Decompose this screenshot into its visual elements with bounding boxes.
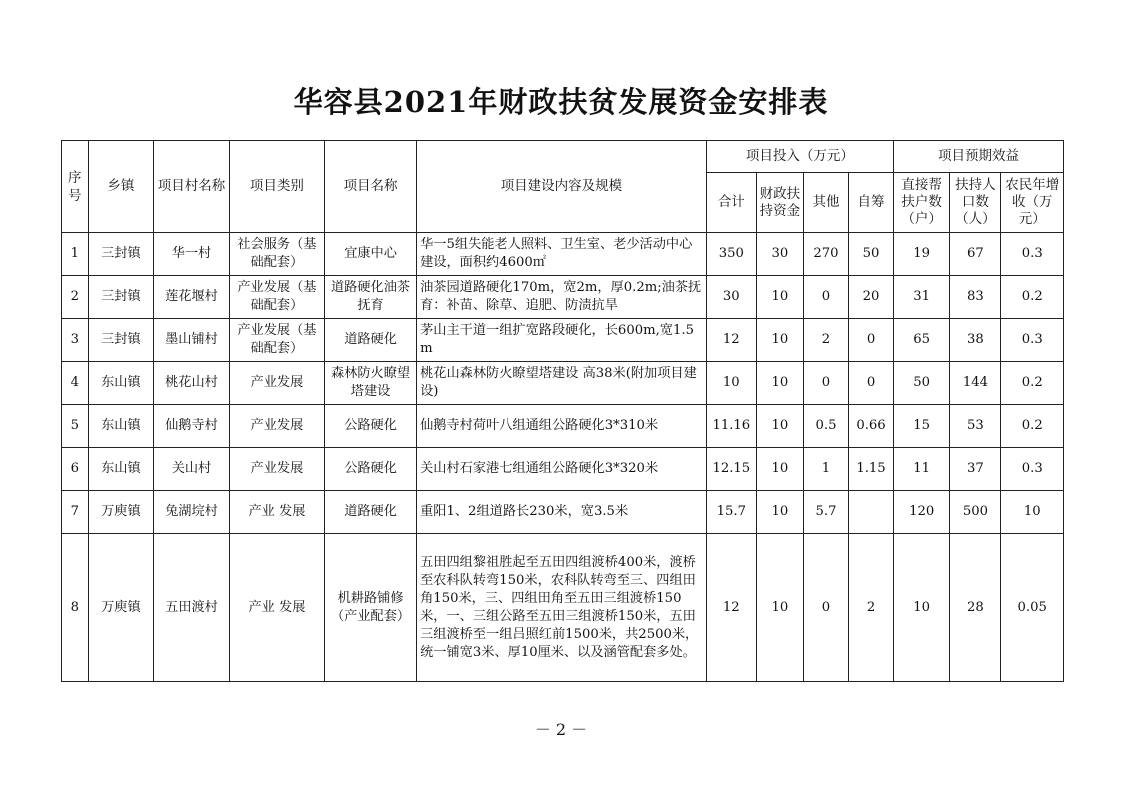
funding-table <box>61 140 1064 682</box>
cell-other: 5.7 <box>803 491 848 534</box>
cell-other: 2 <box>803 319 848 362</box>
cell-other: 1 <box>803 448 848 491</box>
cell-households: 11 <box>894 448 950 491</box>
table-row <box>62 319 1064 362</box>
cell-project-name: 道路硬化 <box>325 319 417 362</box>
cell-content: 华一5组失能老人照料、卫生室、老少活动中心建设，面积约4600㎡ <box>417 233 707 276</box>
cell-income: 0.3 <box>1001 319 1064 362</box>
cell-self-raised: 1.15 <box>849 448 894 491</box>
cell-self-raised: 20 <box>849 276 894 319</box>
cell-population: 67 <box>950 233 1001 276</box>
cell-category: 产业发展 <box>229 362 324 405</box>
cell-households: 19 <box>894 233 950 276</box>
cell-households: 120 <box>894 491 950 534</box>
header-village: 项目村名称 <box>154 141 230 233</box>
cell-other: 270 <box>803 233 848 276</box>
cell-category: 产业 发展 <box>229 534 324 682</box>
cell-income: 0.2 <box>1001 276 1064 319</box>
cell-fiscal: 10 <box>756 491 803 534</box>
cell-income: 0.3 <box>1001 448 1064 491</box>
header-fiscal: 财政扶持资金 <box>756 173 803 233</box>
table-row <box>62 405 1064 448</box>
page-number: － 2 － <box>534 720 588 739</box>
cell-population: 53 <box>950 405 1001 448</box>
header-income: 农民年增收（万元） <box>1001 173 1064 233</box>
cell-population: 83 <box>950 276 1001 319</box>
cell-total: 10 <box>706 362 756 405</box>
cell-households: 31 <box>894 276 950 319</box>
cell-project-name: 机耕路铺修（产业配套） <box>325 534 417 682</box>
cell-project-name: 道路硬化 <box>325 491 417 534</box>
cell-content: 重阳1、2组道路长230米，宽3.5米 <box>417 491 707 534</box>
cell-fiscal: 30 <box>756 233 803 276</box>
header-benefit-group: 项目预期效益 <box>894 141 1064 173</box>
table-row <box>62 491 1064 534</box>
cell-population: 37 <box>950 448 1001 491</box>
cell-self-raised: 50 <box>849 233 894 276</box>
cell-income: 0.05 <box>1001 534 1064 682</box>
cell-self-raised: 0 <box>849 362 894 405</box>
cell-village: 兔湖垸村 <box>154 491 230 534</box>
cell-content: 桃花山森林防火瞭望塔建设 高38米(附加项目建设) <box>417 362 707 405</box>
cell-households: 65 <box>894 319 950 362</box>
cell-self-raised: 0 <box>849 319 894 362</box>
cell-project-name: 宜康中心 <box>325 233 417 276</box>
cell-seq: 7 <box>62 491 89 534</box>
cell-village: 桃花山村 <box>154 362 230 405</box>
header-population: 扶持人口数（人） <box>950 173 1001 233</box>
cell-population: 500 <box>950 491 1001 534</box>
header-project-name: 项目名称 <box>325 141 417 233</box>
cell-seq: 3 <box>62 319 89 362</box>
cell-town: 三封镇 <box>88 319 154 362</box>
cell-category: 产业发展 <box>229 405 324 448</box>
cell-content: 茅山主干道一组扩宽路段硬化，长600m,宽1.5m <box>417 319 707 362</box>
cell-households: 10 <box>894 534 950 682</box>
cell-self-raised <box>849 491 894 534</box>
cell-total: 12.15 <box>706 448 756 491</box>
cell-population: 28 <box>950 534 1001 682</box>
cell-seq: 4 <box>62 362 89 405</box>
cell-fiscal: 10 <box>756 534 803 682</box>
cell-total: 30 <box>706 276 756 319</box>
cell-households: 15 <box>894 405 950 448</box>
header-households: 直接帮扶户数（户） <box>894 173 950 233</box>
header-investment-group: 项目投入（万元） <box>706 141 893 173</box>
header-other: 其他 <box>803 173 848 233</box>
cell-village: 仙鹅寺村 <box>154 405 230 448</box>
cell-project-name: 森林防火瞭望塔建设 <box>325 362 417 405</box>
cell-total: 12 <box>706 534 756 682</box>
cell-content: 油茶园道路硬化170m，宽2m，厚0.2m;油茶抚育：补苗、除草、追肥、防渍抗旱 <box>417 276 707 319</box>
header-row-top <box>62 141 1064 173</box>
cell-other: 0 <box>803 276 848 319</box>
header-content: 项目建设内容及规模 <box>417 141 707 233</box>
table-row <box>62 448 1064 491</box>
cell-income: 0.2 <box>1001 362 1064 405</box>
cell-town: 东山镇 <box>88 448 154 491</box>
cell-seq: 1 <box>62 233 89 276</box>
cell-town: 三封镇 <box>88 233 154 276</box>
cell-fiscal: 10 <box>756 405 803 448</box>
cell-other: 0.5 <box>803 405 848 448</box>
cell-seq: 2 <box>62 276 89 319</box>
cell-category: 产业发展（基础配套） <box>229 276 324 319</box>
cell-seq: 5 <box>62 405 89 448</box>
cell-content: 仙鹅寺村荷叶八组通组公路硬化3*310米 <box>417 405 707 448</box>
cell-town: 三封镇 <box>88 276 154 319</box>
header-town: 乡镇 <box>88 141 154 233</box>
cell-self-raised: 0.66 <box>849 405 894 448</box>
cell-town: 东山镇 <box>88 405 154 448</box>
cell-population: 38 <box>950 319 1001 362</box>
cell-other: 0 <box>803 362 848 405</box>
cell-income: 0.3 <box>1001 233 1064 276</box>
cell-income: 0.2 <box>1001 405 1064 448</box>
header-self-raised: 自筹 <box>849 173 894 233</box>
cell-seq: 6 <box>62 448 89 491</box>
cell-category: 产业发展（基础配套） <box>229 319 324 362</box>
cell-seq: 8 <box>62 534 89 682</box>
cell-other: 0 <box>803 534 848 682</box>
table-row <box>62 534 1064 682</box>
header-total: 合计 <box>706 173 756 233</box>
table-row <box>62 276 1064 319</box>
cell-total: 11.16 <box>706 405 756 448</box>
cell-self-raised: 2 <box>849 534 894 682</box>
cell-fiscal: 10 <box>756 276 803 319</box>
table-row <box>62 362 1064 405</box>
cell-total: 15.7 <box>706 491 756 534</box>
cell-content: 关山村石家港七组通组公路硬化3*320米 <box>417 448 707 491</box>
page-title: 华容县2021年财政扶贫发展资金安排表 <box>293 85 829 119</box>
cell-village: 墨山铺村 <box>154 319 230 362</box>
cell-households: 50 <box>894 362 950 405</box>
cell-project-name: 道路硬化油茶抚育 <box>325 276 417 319</box>
cell-village: 五田渡村 <box>154 534 230 682</box>
table-row <box>62 233 1064 276</box>
cell-fiscal: 10 <box>756 362 803 405</box>
cell-project-name: 公路硬化 <box>325 405 417 448</box>
cell-fiscal: 10 <box>756 319 803 362</box>
cell-content: 五田四组黎祖胜起至五田四组渡桥400米，渡桥至农科队转弯150米，农科队转弯至三、四组田角150米，三、四组田角至五田三组渡桥150米，一、三组公路至五田三组渡桥150米，五田三组渡桥至一组吕照红前1500米，共2500米，统一铺宽3米、厚10厘米、以及涵管配套多处。 <box>417 534 707 682</box>
cell-category: 产业 发展 <box>229 491 324 534</box>
cell-village: 华一村 <box>154 233 230 276</box>
cell-town: 东山镇 <box>88 362 154 405</box>
header-seq: 序号 <box>62 141 89 233</box>
cell-fiscal: 10 <box>756 448 803 491</box>
cell-village: 莲花堰村 <box>154 276 230 319</box>
cell-village: 关山村 <box>154 448 230 491</box>
header-category: 项目类别 <box>229 141 324 233</box>
cell-town: 万庾镇 <box>88 534 154 682</box>
cell-category: 社会服务（基础配套） <box>229 233 324 276</box>
cell-town: 万庾镇 <box>88 491 154 534</box>
cell-category: 产业发展 <box>229 448 324 491</box>
cell-population: 144 <box>950 362 1001 405</box>
cell-total: 12 <box>706 319 756 362</box>
cell-income: 10 <box>1001 491 1064 534</box>
cell-total: 350 <box>706 233 756 276</box>
cell-project-name: 公路硬化 <box>325 448 417 491</box>
